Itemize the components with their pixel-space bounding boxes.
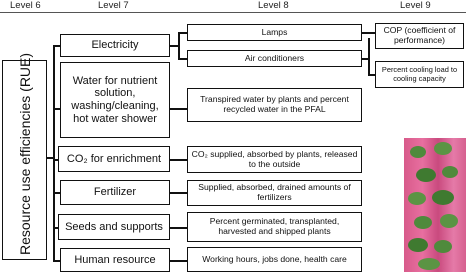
seeds-to-l8 [170, 227, 187, 229]
fertilizer-to-l8 [170, 192, 187, 194]
leaf-icon [416, 168, 436, 182]
plant-factory-photo [404, 138, 466, 272]
electricity-out [170, 45, 178, 47]
transpired-water-box: Transpired water by plants and percent recycled water in the PFAL [187, 88, 362, 122]
water-to-l8 [170, 108, 187, 110]
branch-water [53, 108, 60, 110]
level7-trunk [53, 45, 55, 261]
leaf-icon [440, 214, 458, 228]
human-to-l8 [170, 260, 187, 262]
human-resource-box: Human resource [60, 248, 170, 272]
rue-box [2, 52, 47, 260]
germinated-plants-box: Percent germinated, transplanted, harvested and shipped plants [187, 212, 362, 242]
level-9-header: Level 9 [400, 0, 431, 11]
fertilizer-amounts-box: Supplied, absorbed, drained amounts of fertilizers [187, 180, 362, 206]
co2-box: CO₂ for enrichment [58, 146, 170, 172]
lamps-to-cop [362, 32, 375, 34]
branch-human [53, 260, 60, 262]
level-7-header: Level 7 [98, 0, 129, 11]
leaf-icon [418, 258, 440, 270]
working-hours-box: Working hours, jobs done, health care [187, 247, 362, 272]
cooling-load-box: Percent cooling load to cooling capacity [375, 61, 464, 88]
seeds-box: Seeds and supports [58, 214, 170, 240]
air-conditioners-box: Air conditioners [187, 50, 362, 67]
water-box: Water for nutrient solution, washing/cleaning, hot water shower [60, 62, 170, 138]
leaf-icon [410, 146, 426, 158]
co2-to-l8 [170, 159, 187, 161]
cop-box: COP (coefficient of performance) [375, 23, 464, 49]
leaf-icon [414, 216, 432, 229]
lamps-box: Lamps [187, 24, 362, 41]
branch-fertilizer [53, 192, 60, 194]
branch-electricity [53, 45, 60, 47]
leaf-icon [408, 192, 426, 205]
to-lamps [178, 32, 187, 34]
ac-to-cooling [368, 74, 375, 76]
leaf-icon [442, 166, 458, 178]
rue-label: Resource use efficiencies (RUE) [16, 52, 33, 255]
leaf-icon [408, 238, 428, 252]
ac-fork [368, 38, 370, 75]
electricity-fork [178, 32, 180, 59]
header-rule [0, 12, 466, 13]
leaf-icon [434, 142, 452, 155]
electricity-box: Electricity [60, 34, 170, 57]
to-air-conditioners [178, 58, 187, 60]
fertilizer-box: Fertilizer [60, 180, 170, 205]
level-6-header: Level 6 [10, 0, 41, 11]
co2-supplied-box: CO₂ supplied, absorbed by plants, released to the outside [187, 146, 362, 173]
leaf-icon [432, 190, 454, 205]
level-8-header: Level 8 [258, 0, 289, 11]
leaf-icon [434, 240, 452, 253]
